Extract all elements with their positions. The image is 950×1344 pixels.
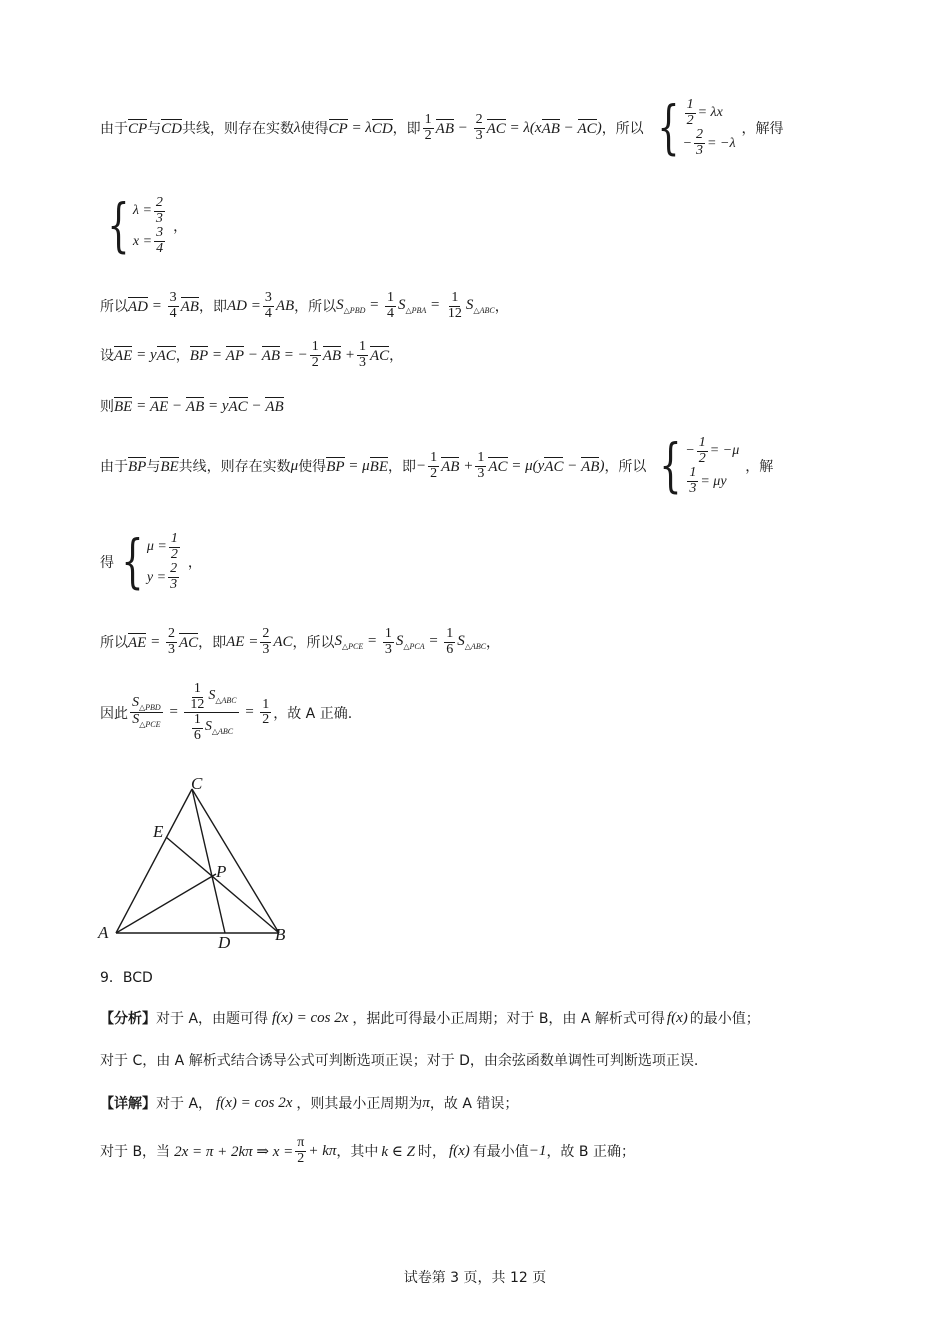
frac-2-3: $\frac{2}{3}$	[475, 112, 483, 143]
mu: μ	[290, 457, 299, 474]
segment-be	[166, 837, 279, 933]
segment-cd	[192, 789, 225, 933]
label-d: D	[218, 933, 231, 952]
formula: f(x) = cos 2x	[216, 1094, 293, 1111]
detail-tag: 【详解】	[100, 1096, 156, 1112]
formula: + kπ	[308, 1142, 337, 1159]
text: 时，	[417, 1144, 446, 1161]
text: 由于	[100, 121, 128, 138]
text: AC	[273, 633, 293, 650]
text: ，所以	[294, 299, 337, 316]
text: 对于 C，由 A 解析式结合诱导公式可判断选项正误；对于 D，由余弦函数单调性可判断选项正误.	[100, 1053, 699, 1069]
ratio-fraction: $\frac{S_{\triangle PBD}}{S_{\triangle PCE}}$	[132, 694, 161, 730]
text: 所以	[100, 299, 128, 316]
analysis-line-1	[100, 1008, 760, 1028]
text: AD =	[226, 297, 261, 314]
triangle-figure	[92, 770, 307, 955]
text: 与	[146, 459, 161, 476]
formula: 2x = π + 2kπ ⇒ x =	[174, 1143, 294, 1160]
text: 共线，则存在实数	[182, 121, 295, 138]
text: 有最小值	[472, 1144, 529, 1161]
side-bc	[192, 789, 279, 933]
text: ，	[187, 555, 202, 572]
text: ，故 A 正确.	[273, 705, 353, 722]
pi: π	[422, 1094, 430, 1111]
formula: k ∈ Z	[381, 1143, 415, 1160]
detail-line-2: 对于 B，当 2x = π + 2kπ ⇒ x = $\frac{\pi}{2}$ + kπ ，其中 k ∈ Z 时， f(x) 有最小值 −1 ，故 B 正确；	[100, 1135, 635, 1166]
line-solution-mu-y	[100, 527, 202, 595]
text: 所以	[100, 635, 128, 652]
text: 对于 A，	[156, 1096, 213, 1112]
vec-cd: CD	[161, 120, 183, 137]
text: 对于 A，由题可得	[156, 1011, 269, 1027]
label-p: P	[216, 862, 227, 881]
line-ae-yac: 设 AE = y AC ， BP = AP − AB = − $\frac{1}{2}$ AB + $\frac{1}{3}$ AC ，	[100, 339, 404, 370]
label-b: B	[275, 925, 286, 944]
label-a: A	[98, 923, 109, 942]
text: ，	[173, 219, 188, 236]
text: 因此	[100, 705, 128, 722]
formula: f(x)	[666, 1009, 688, 1026]
text: ，故 A 错误；	[429, 1096, 519, 1112]
text: ，	[486, 635, 501, 652]
solution-system: { λ = $\frac{2}{3}$ x = $\frac{3}{4}$	[107, 191, 164, 259]
analysis-line-2	[100, 1050, 698, 1070]
compound-fraction: $\frac{1}{12}$ $S_{\triangle ABC}$ $\frac{1}{6}$ $S_{\triangle ABC}$	[184, 682, 238, 744]
formula: −1	[528, 1142, 547, 1159]
frac-1-2: $\frac{1}{2}$	[424, 112, 432, 143]
answer-9	[100, 967, 153, 987]
text: ，故 B 正确；	[546, 1144, 635, 1161]
text: ，其中	[336, 1144, 379, 1161]
text: AB	[275, 297, 295, 314]
line-ratio-conclusion: 因此 $\frac{S_{\triangle PBD}}{S_{\triangle PCE}}$ = $\frac{1}{12}$ $S_{\triangle ABC}$ $\frac{1}{6}$ $S_{\triangle ABC}$ = $\frac{1}{2}$ ，故 A 正确.	[100, 681, 353, 744]
label-c: C	[191, 774, 203, 793]
text: ，解	[745, 459, 774, 476]
line-ad-ab: 所以 AD = $\frac{3}{4}$ AB ，即 AD = $\frac{3}{4}$ AB ，所以 $S_{\triangle PBD}$ = $\frac{1}{4}$ $S_{\triangle PBA}$ = $\frac{1}{12}$ $S_{\triangle ABC}$ ，	[100, 290, 509, 321]
side-ac	[116, 789, 192, 933]
solution-system: { μ = $\frac{1}{2}$ y = $\frac{2}{3}$	[121, 527, 178, 595]
text: ，	[175, 348, 190, 365]
equation-system-mu: { − $\frac{1}{2}$ = −μ $\frac{1}{3}$ = μy	[659, 431, 740, 499]
lambda: λ	[294, 119, 301, 136]
text: ，	[389, 348, 404, 365]
line-bp-be-collinear: 由于 BP 与 BE 共线，则存在实数 μ 使得 BP = μ BE ，即 − $\frac{1}{2}$ AB + $\frac{1}{3}$ AC = μ(y AC − AB ) ，所以 { − $\frac{1}{2}$ = −μ $\frac{1}{3}$ = μy ，解	[100, 431, 774, 499]
text: ，即	[198, 635, 227, 652]
text: 得	[100, 555, 114, 572]
text: 则	[100, 399, 114, 415]
text: ，解得	[741, 121, 784, 138]
text: ，	[494, 299, 509, 316]
formula: f(x)	[448, 1142, 470, 1159]
vec-cp: CP	[128, 120, 148, 137]
text: ，所以	[604, 459, 647, 476]
line-cp-cd-collinear: 由于 CP 与 CD 共线，则存在实数 λ 使得 CP = λ CD ，即 $\frac{1}{2}$ AB − $\frac{2}{3}$ AC = λ(x AB − AC ) ，所以 { $\frac{1}{2}$ = λx − $\frac{2}{3}$ = −λ ，解得	[100, 93, 784, 161]
vec-cp: CP	[328, 120, 348, 137]
text: 共线，则存在实数	[178, 459, 291, 476]
detail-line-1	[100, 1093, 518, 1113]
text: 的最小值；	[689, 1011, 760, 1027]
text: ，即	[198, 299, 227, 316]
page-footer: 试卷第 3 页，共 12 页	[403, 1270, 547, 1286]
text: 使得	[298, 459, 327, 476]
text: 对于 B，当	[100, 1144, 171, 1161]
text: ，据此可得最小正周期；对于 B，由 A 解析式可得	[352, 1011, 665, 1027]
line-ae-ac: 所以 AE = $\frac{2}{3}$ AC ，即 AE = $\frac{2}{3}$ AC ，所以 $S_{\triangle PCE}$ = $\frac{1}{3}$ $S_{\triangle PCA}$ = $\frac{1}{6}$ $S_{\triangle ABC}$ ，	[100, 626, 501, 657]
text: 由于	[100, 459, 128, 476]
text: ，即	[388, 459, 416, 476]
text: ，则其最小正周期为	[296, 1096, 423, 1112]
formula: f(x) = cos 2x	[272, 1009, 349, 1026]
equation-system-lambda: { $\frac{1}{2}$ = λx − $\frac{2}{3}$ = −λ	[657, 93, 736, 161]
text: AE =	[226, 633, 259, 650]
text: 与	[147, 121, 162, 138]
text: ，所以	[292, 635, 335, 652]
text: ，即	[392, 121, 421, 138]
text: ，所以	[601, 121, 644, 138]
line-solution-lambda-x	[100, 191, 188, 259]
line-be: 则 BE = AE − AB = y AC − AB	[100, 397, 284, 415]
label-e: E	[153, 822, 164, 841]
answer-text: 9．BCD	[100, 970, 153, 986]
text: 设	[100, 348, 114, 365]
text: 使得	[300, 121, 329, 138]
analysis-tag: 【分析】	[100, 1011, 156, 1027]
